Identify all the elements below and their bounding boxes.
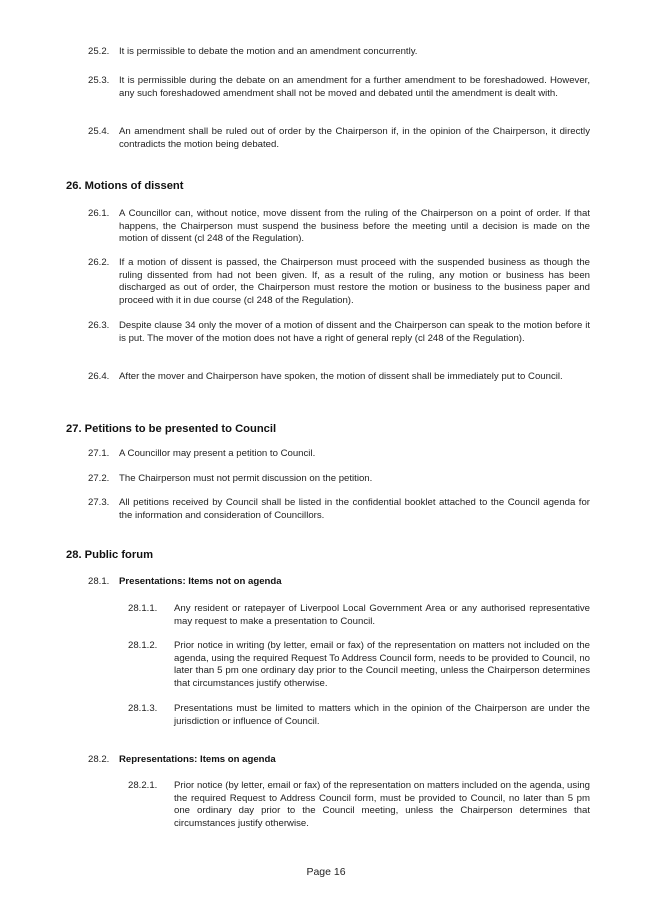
- clause-text: It is permissible to debate the motion and an amendment concurrently.: [119, 46, 418, 57]
- section-heading-28: 28. Public forum: [66, 549, 154, 561]
- clause-number: 25.4.: [88, 126, 110, 137]
- clause-text: An amendment shall be ruled out of order by the Chairperson if, in the opinion of the Chairperson, it directly contradicts the motion being debated.: [119, 126, 590, 150]
- subheading-number: 28.2.: [88, 754, 110, 765]
- clause-text: Presentations must be limited to matters which in the opinion of the Chairperson are under the jurisdiction or influence of Council.: [174, 703, 590, 727]
- clause-number: 26.3.: [88, 320, 110, 331]
- clause-number: 28.1.1.: [128, 603, 158, 614]
- clause-28-2-1: [128, 780, 590, 830]
- clause-number: 28.1.2.: [128, 640, 158, 651]
- subheading-28-1: [88, 576, 590, 587]
- clause-text: The Chairperson must not permit discussion on the petition.: [119, 473, 373, 484]
- clause-25-3: [88, 75, 590, 100]
- clause-text: All petitions received by Council shall be listed in the confidential booklet attached to the Council agenda for the information and consideration of Councillors.: [119, 497, 590, 521]
- clause-text: A Councillor may present a petition to Council.: [119, 448, 316, 459]
- subheading-number: 28.1.: [88, 576, 110, 587]
- clause-25-4: [88, 126, 590, 151]
- clause-27-1: [88, 448, 590, 461]
- clause-number: 26.1.: [88, 208, 110, 219]
- clause-number: 28.2.1.: [128, 780, 158, 791]
- page-number: Page 16: [306, 866, 346, 878]
- clause-28-1-2: [128, 640, 590, 690]
- clause-26-2: [88, 257, 590, 307]
- clause-25-2: [88, 46, 590, 59]
- subheading-title: Presentations: Items not on agenda: [119, 576, 282, 587]
- subheading-title: Representations: Items on agenda: [119, 754, 276, 765]
- clause-number: 25.3.: [88, 75, 110, 86]
- clause-27-3: [88, 497, 590, 522]
- clause-text: After the mover and Chairperson have spoken, the motion of dissent shall be immediately put to Council.: [119, 371, 563, 382]
- clause-text: Any resident or ratepayer of Liverpool Local Government Area or any authorised representative may request to make a presentation to Council.: [174, 603, 590, 627]
- clause-26-3: [88, 320, 590, 345]
- clause-text: Prior notice (by letter, email or fax) of the representation on matters included on the agenda, using the required Request to Address Council form, must be provided to Council, no later than 5 pm one ordinary day prior to the Council meeting, unless the Chairperson determines that circumstances justify otherwise.: [174, 780, 590, 829]
- clause-text: A Councillor can, without notice, move dissent from the ruling of the Chairperson on a point of order. If that happens, the Chairperson must suspend the business before the meeting until a decision is made on the motion of dissent (cl 248 of the Regulation).: [119, 208, 590, 245]
- clause-text: Prior notice in writing (by letter, email or fax) of the representation on matters not included on the agenda, using the required Request To Address Council form, needs to be provided to Council, no later than 5 pm one ordinary day prior to the Council meeting, unless the Chairperson determines that circumstances justify otherwise.: [174, 640, 590, 689]
- clause-28-1-1: [128, 603, 590, 628]
- clause-28-1-3: [128, 703, 590, 728]
- clause-text: If a motion of dissent is passed, the Chairperson must proceed with the suspended business as though the ruling dissented from had not been given. If, as a result of the ruling, any motion or business has been discharged as out of order, the Chairperson must restore the motion or business to the business paper and proceed with it in due course (cl 248 of the Regulation).: [119, 257, 590, 306]
- clause-27-2: [88, 473, 590, 486]
- clause-number: 27.2.: [88, 473, 110, 484]
- clause-number: 25.2.: [88, 46, 110, 57]
- clause-text: Despite clause 34 only the mover of a motion of dissent and the Chairperson can speak to the motion before it is put. The mover of the motion does not have a right of general reply (cl 248 of the Regulation).: [119, 320, 590, 344]
- clause-number: 28.1.3.: [128, 703, 158, 714]
- section-heading-27: 27. Petitions to be presented to Council: [66, 423, 277, 435]
- clause-number: 26.2.: [88, 257, 110, 268]
- section-heading-26: 26. Motions of dissent: [66, 180, 184, 192]
- clause-26-4: [88, 371, 590, 384]
- clause-number: 26.4.: [88, 371, 110, 382]
- clause-text: It is permissible during the debate on an amendment for a further amendment to be foreshadowed. However, any such foreshadowed amendment shall not be moved and debated until the amendment is dealt with.: [119, 75, 590, 99]
- clause-number: 27.3.: [88, 497, 110, 508]
- subheading-28-2: [88, 754, 590, 765]
- clause-26-1: [88, 208, 590, 246]
- clause-number: 27.1.: [88, 448, 110, 459]
